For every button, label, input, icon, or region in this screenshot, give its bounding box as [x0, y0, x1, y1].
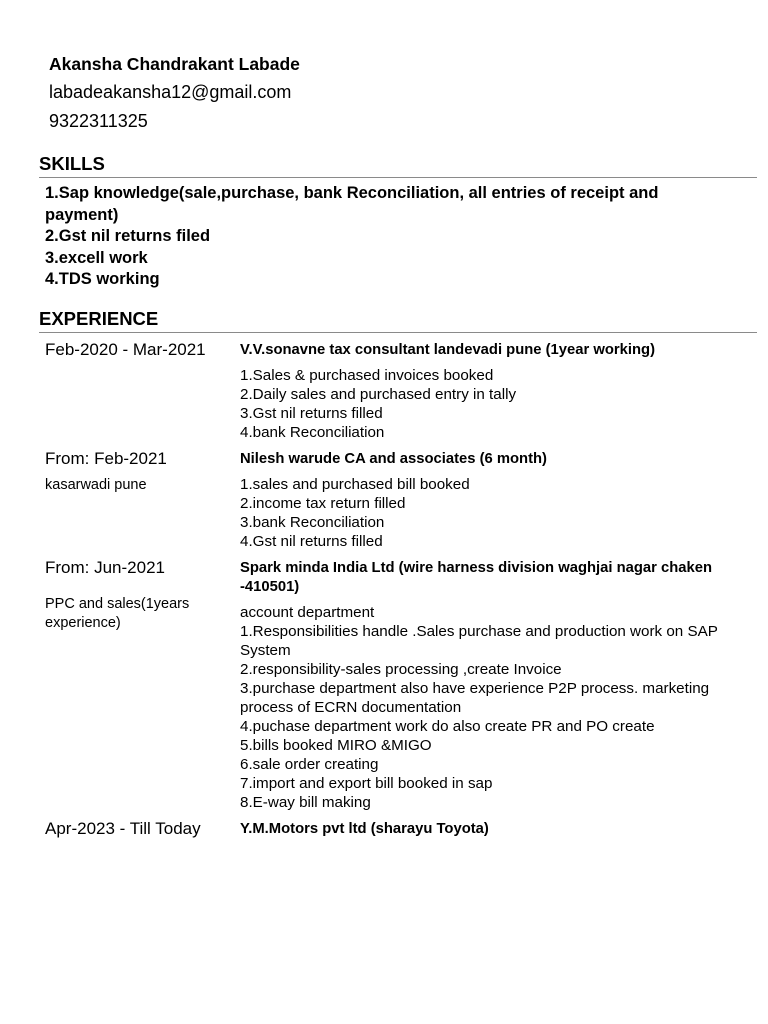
experience-role: PPC and sales(1years experience)	[45, 596, 190, 631]
duty-item: 2.Daily sales and purchased entry in tally	[240, 386, 517, 403]
phone-number: 9322311325	[49, 111, 148, 131]
duty-item: 3.Gst nil returns filled	[240, 405, 383, 422]
skill-item: 4.TDS working	[45, 270, 160, 288]
duty-item: 8.E-way bill making	[240, 794, 371, 811]
duty-item: 4.Gst nil returns filled	[240, 533, 383, 550]
duties-list	[240, 360, 720, 442]
experience-location: kasarwadi pune	[45, 477, 147, 493]
duties-list	[240, 469, 720, 551]
duty-item: 1.sales and purchased bill booked	[240, 476, 470, 493]
skill-item: 1.Sap knowledge(sale,purchase, bank Reconciliation, all entries of receipt and payment)	[45, 184, 659, 224]
experience-entry	[39, 442, 757, 551]
skills-list	[39, 178, 757, 291]
duty-item: 1.Sales & purchased invoices booked	[240, 367, 494, 384]
experience-entry	[39, 551, 757, 812]
duty-item: 3.purchase department also have experience P2P process. marketing process of ECRN documentation	[240, 680, 710, 716]
company-name: Spark minda India Ltd (wire harness division waghjai nagar chaken -410501)	[240, 560, 712, 595]
experience-section	[39, 308, 757, 840]
experience-period: Apr-2023 - Till Today	[45, 819, 201, 838]
experience-entry	[39, 812, 757, 840]
company-name: Y.M.Motors pvt ltd (sharayu Toyota)	[240, 821, 489, 837]
experience-heading: EXPERIENCE	[39, 308, 757, 333]
duties-list	[240, 597, 720, 812]
experience-period: From: Jun-2021	[45, 558, 165, 577]
duty-item: 1.Responsibilities handle .Sales purchase and production work on SAP System	[240, 623, 718, 659]
company-name: Nilesh warude CA and associates (6 month)	[240, 451, 547, 467]
experience-period: Feb-2020 - Mar-2021	[45, 340, 206, 359]
duty-item: 4.bank Reconciliation	[240, 424, 385, 441]
duty-item: 5.bills booked MIRO &MIGO	[240, 737, 432, 754]
resume-header	[49, 50, 709, 136]
experience-period: From: Feb-2021	[45, 449, 167, 468]
skills-heading: SKILLS	[39, 153, 757, 178]
duty-item: 7.import and export bill booked in sap	[240, 775, 493, 792]
candidate-name: Akansha Chandrakant Labade	[49, 54, 300, 74]
duty-item: account department	[240, 604, 375, 621]
skill-item: 3.excell work	[45, 248, 148, 267]
duty-item: 3.bank Reconciliation	[240, 514, 385, 531]
duty-item: 6.sale order creating	[240, 756, 379, 773]
company-name: V.V.sonavne tax consultant landevadi pune (1year working)	[240, 342, 655, 358]
duty-item: 4.puchase department work do also create PR and PO create	[240, 718, 655, 735]
duty-item: 2.income tax return filled	[240, 495, 406, 512]
email-address: labadeakansha12@gmail.com	[49, 82, 292, 102]
skills-section	[39, 153, 757, 291]
duty-item: 2.responsibility-sales processing ,create Invoice	[240, 661, 562, 678]
skill-item: 2.Gst nil returns filed	[45, 227, 211, 245]
experience-entry	[39, 333, 757, 442]
